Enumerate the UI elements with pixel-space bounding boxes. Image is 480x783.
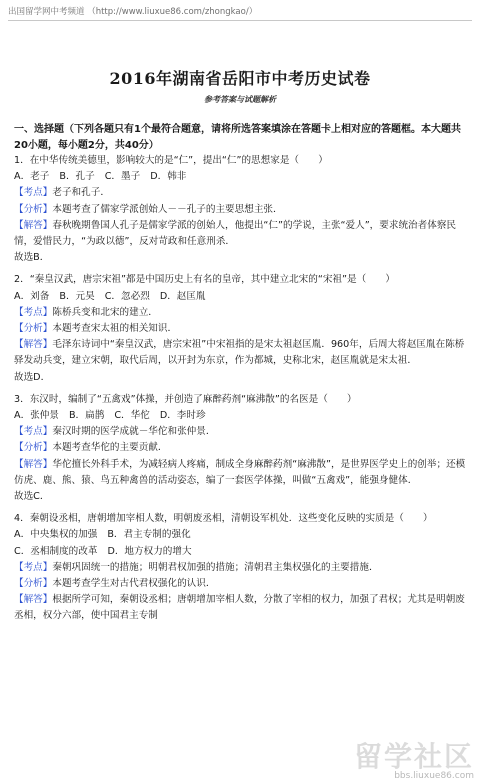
jieda xyxy=(14,457,466,489)
option-c: C．华佗 xyxy=(114,410,150,422)
answer: 故选D． xyxy=(14,371,51,383)
fenxi-text: 本题考查宋太祖的相关知识． xyxy=(52,323,178,335)
jieda-tag: 【解答】 xyxy=(14,458,53,470)
fenxi-text: 本题考查华佗的主要贡献． xyxy=(52,442,168,454)
jieda-text: 根据所学可知，秦朝设丞相；唐朝增加宰相人数，分散了宰相的权力，加强了君权；尤其是明朝废丞相，权分六部，使中国君主专制 xyxy=(14,594,465,622)
section-heading: 一、选择题（下列各题只有1个最符合题意，请将所选答案填涂在答题卡上相对应的答题框。本大题共20小题，每小题2分，共40分） xyxy=(14,124,461,151)
kaodian xyxy=(14,185,466,201)
fenxi-tag: 【分析】 xyxy=(14,442,53,454)
option-b: B．君主专制的强化 xyxy=(107,529,191,541)
kaodian-tag: 【考点】 xyxy=(14,426,53,438)
site-watermark xyxy=(353,740,474,781)
jieda-text: 春秋晚期鲁国人孔子是儒家学派的创始人，他提出“仁”的学说，主张“爱人”，要求统治者体察民情，爱惜民力，“为政以德”，反对苛政和任意刑杀． xyxy=(14,219,457,248)
question-stem: 1．在中华传统美德里，影响较大的是“仁”，提出“仁”的思想家是（ ） xyxy=(14,155,328,166)
jieda-text: 毛泽东诗词中“秦皇汉武，唐宗宋祖”中宋祖指的是宋太祖赵匡胤．960年，后周大将赵匡胤在陈桥驿发动兵变，建立宋朝，取代后周，以开封为东京，作为都城，史称北宋，赵匡胤就是宋太祖． xyxy=(14,339,465,367)
fenxi-tag: 【分析】 xyxy=(14,203,53,215)
question-2 xyxy=(14,272,466,385)
option-b: B．扁鹊 xyxy=(68,410,105,422)
exam-subtitle: 参考答案与试题解析 xyxy=(204,95,276,104)
question-4 xyxy=(14,511,466,624)
jieda xyxy=(14,218,466,250)
question-options xyxy=(14,289,466,305)
jieda-text: 华佗擅长外科手术，为减轻病人疼痛，制成全身麻醉药剂“麻沸散”，是世界医学史上的创举；还模仿虎、鹿、熊、猿、鸟五种禽兽的活动姿态，编了一套医学体操，叫做“五禽戏”，能强身健体． xyxy=(14,458,466,486)
jieda-tag: 【解答】 xyxy=(14,339,53,351)
option-c: C．墨子 xyxy=(104,171,141,183)
question-stem: 2．“秦皇汉武，唐宗宋祖”都是中国历史上有名的皇帝，其中建立北宋的“宋祖”是（ ） xyxy=(14,274,395,286)
kaodian-text: 老子和孔子． xyxy=(52,187,110,199)
question-options xyxy=(14,408,466,424)
kaodian xyxy=(14,424,466,440)
question-options-cd xyxy=(14,544,466,560)
kaodian-tag: 【考点】 xyxy=(14,561,53,573)
page-header: 出国留学网中考频道 （http://www.liuxue86.com/zhongkao/） xyxy=(8,6,472,21)
fenxi xyxy=(14,321,466,337)
kaodian-text: 陈桥兵变和北宋的建立． xyxy=(52,306,158,318)
fenxi xyxy=(14,576,466,592)
jieda-tag: 【解答】 xyxy=(14,219,53,231)
jieda xyxy=(14,337,466,369)
answer: 故选B． xyxy=(14,252,50,264)
question-options xyxy=(14,169,466,185)
kaodian-tag: 【考点】 xyxy=(14,187,53,199)
option-b: B．元昊 xyxy=(59,290,95,302)
exam-content xyxy=(14,122,466,625)
watermark-url: bbs.liuxue86.com xyxy=(394,771,474,781)
watermark-logo: 留学社区 xyxy=(353,740,474,773)
kaodian-text: 秦汉时期的医学成就－华佗和张仲景． xyxy=(52,426,216,438)
option-a: A．刘备 xyxy=(14,290,50,302)
fenxi-tag: 【分析】 xyxy=(14,578,53,590)
question-options-ab xyxy=(14,527,466,543)
fenxi-text: 本题考查学生对古代君权强化的认识． xyxy=(52,578,216,590)
option-c: C．丞相制度的改革 xyxy=(14,545,98,557)
fenxi xyxy=(14,202,466,218)
fenxi-text: 本题考查了儒家学派创始人－－孔子的主要思想主张． xyxy=(52,203,283,215)
answer: 故选C． xyxy=(14,491,50,503)
question-3 xyxy=(14,392,466,505)
question-1 xyxy=(14,153,466,266)
question-stem: 4．秦朝设丞相，唐朝增加宰相人数，明朝废丞相，清朝设军机处．这些变化反映的实质是（ ） xyxy=(14,513,433,525)
option-d: D．李时珍 xyxy=(159,410,206,422)
option-b: B．孔子 xyxy=(59,171,95,183)
option-c: C．忽必烈 xyxy=(104,290,150,302)
exam-title: 2016年湖南省岳阳市中考历史试卷 xyxy=(109,69,371,88)
fenxi xyxy=(14,440,466,456)
kaodian-text: 秦朝巩固统一的措施；明朝君权加强的措施；清朝君主集权强化的主要措施． xyxy=(52,561,379,573)
kaodian xyxy=(14,560,466,576)
option-a: A．老子 xyxy=(14,171,50,183)
kaodian xyxy=(14,305,466,321)
jieda-tag: 【解答】 xyxy=(14,594,53,606)
fenxi-tag: 【分析】 xyxy=(14,323,53,335)
kaodian-tag: 【考点】 xyxy=(14,306,53,318)
option-d: D．地方权力的增大 xyxy=(107,545,192,557)
question-stem: 3．东汉时，编制了“五禽戏”体操，并创造了麻醉药剂“麻沸散”的名医是（ ） xyxy=(14,393,357,405)
option-a: A．张仲景 xyxy=(14,410,59,422)
jieda xyxy=(14,592,466,624)
option-d: D．赵匡胤 xyxy=(159,290,206,302)
option-d: D．韩非 xyxy=(150,171,187,183)
option-a: A．中央集权的加强 xyxy=(14,529,98,541)
